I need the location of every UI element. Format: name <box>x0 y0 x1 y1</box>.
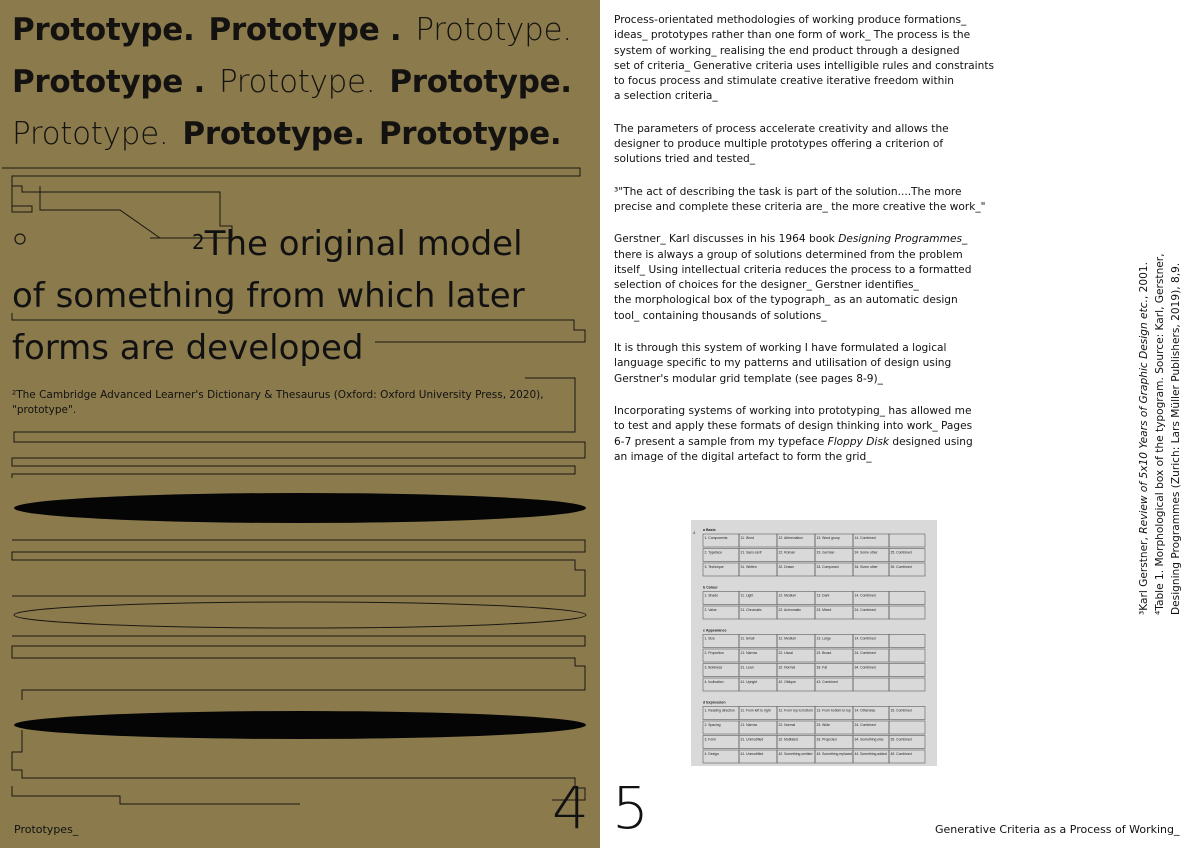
table-cell-text: 12. Medium <box>778 593 797 598</box>
table-cell <box>889 606 925 619</box>
table-cell-text: 13. Large <box>816 636 831 641</box>
table-cell-text: 14. Combined <box>854 536 876 540</box>
text-line: ideas_ prototypes rather than one form of work_ The process is the <box>614 29 971 42</box>
table-cell-text: 34. Some other <box>854 565 878 569</box>
circuit-trace <box>12 540 585 596</box>
table-cell <box>889 664 925 677</box>
table-cell-text: 21. Sans-serif <box>740 550 762 555</box>
table-cell-text: 23. Broad <box>816 651 832 655</box>
table-cell-text: 24. Combined <box>854 651 876 655</box>
prototype-word: Prototype. <box>389 64 572 100</box>
table-cell-text: 12. Abbreviation <box>778 536 803 540</box>
book-title: Review of 5x10 Years of Graphic Design etc. <box>1138 299 1150 534</box>
prototype-word: Prototype. <box>12 116 169 152</box>
table-cell-text: 1. Shade <box>704 593 719 598</box>
table-section-label: a Basis <box>703 528 716 532</box>
table-cell-text: 14. Combined <box>854 636 876 641</box>
book-title: Designing Programmes_ <box>838 233 968 246</box>
table-cell-text: 23. German <box>816 550 835 555</box>
table-cell-text: 24. Combined <box>854 723 876 727</box>
table-cell-text: 35. Combined <box>890 737 912 742</box>
side-footnotes <box>1136 235 1184 615</box>
quote-paragraph <box>614 185 1019 216</box>
definition-text: The original model <box>204 224 523 264</box>
text-line: It is through this system of working I have formulated a logical <box>614 342 947 355</box>
table-cell-text: 2. Proportion <box>704 651 724 655</box>
table-cell-text: 33. Projected <box>816 737 837 742</box>
text-span: ³Karl Gerstner, <box>1138 533 1150 615</box>
table-cell-text: 11. From left to right <box>740 708 771 713</box>
morphological-box-table <box>691 520 937 766</box>
dictionary-footnote <box>12 388 587 418</box>
side-note-2: ⁴Table 1. Morphological box of the typogram. Source: Karl, Gerstner, <box>1154 253 1166 615</box>
table-cell-text: 13. Dark <box>816 593 830 598</box>
text-line: system of working_ realising the end product through a designed <box>614 44 960 57</box>
table-cell-text: 4. Inclination <box>704 680 724 684</box>
outline-ellipse <box>14 602 586 628</box>
table-cell-text: 22. Usual <box>778 651 793 655</box>
table-cell-text: 2. Value <box>704 608 717 612</box>
table-cell-text: 25. Combined <box>890 550 912 555</box>
text-span: 6-7 present a sample from my typeface <box>614 435 828 448</box>
table-cell-text: 3. Boldness <box>704 665 723 670</box>
table-cell-text: 32. Normal <box>778 665 796 670</box>
table-cell-text: 3. Technique <box>704 565 724 569</box>
prototype-word: Prototype. <box>378 116 562 152</box>
table-cell <box>889 534 925 547</box>
text-line: language specific to my patterns and utilisation of design using <box>614 357 952 370</box>
table-cell <box>889 592 925 605</box>
table-cell-text: 22. Normal <box>778 723 796 727</box>
text-line: precise and complete these criteria are_ the more creative the work_" <box>614 200 986 213</box>
right-folio: Generative Criteria as a Process of Working_ <box>935 823 1180 836</box>
table-cell-text: 35. Combined <box>890 565 912 569</box>
text-span: , 2001. <box>1138 262 1150 300</box>
text-span: designed using <box>888 435 973 448</box>
circuit-trace <box>12 730 585 800</box>
text-line: selection of choices for the designer_ Gerstner identifies_ <box>614 279 919 292</box>
table-cell-text: 31. Unmodified <box>740 737 764 742</box>
table-section-label: b Colour <box>703 585 718 590</box>
table-cell-text: 42. Something omitted <box>778 752 813 756</box>
definition-line <box>12 218 572 270</box>
table-cell-text: 32. Mutilated <box>778 737 798 742</box>
table-cell-text: 41. Unmodified <box>740 752 764 756</box>
text-line: the morphological box of the typograph_ as an automatic design <box>614 294 958 307</box>
table-cell-text: 2. Typeface <box>704 550 722 555</box>
text-line: an image of the digital artefact to form the grid_ <box>614 450 872 463</box>
left-folio: Prototypes_ <box>14 823 79 836</box>
table-cell-text: 21. Narrow <box>740 723 758 727</box>
definition-line: of something from which later <box>12 276 525 316</box>
table-cell-text: 32. Drawn <box>778 565 794 569</box>
prototype-word: Prototype. <box>415 12 572 48</box>
table-cell-text: 15. Combined <box>890 708 912 713</box>
table-section-label: d Expression <box>703 700 726 705</box>
text-line: The parameters of process accelerate creativity and allows the <box>614 122 949 135</box>
table-cell-text: 23. Wide <box>816 723 830 727</box>
footnote-marker: 2 <box>192 230 205 254</box>
black-ellipse <box>14 493 586 523</box>
table-cell-text: 1. Components <box>704 536 728 540</box>
paragraph-5 <box>614 341 1019 387</box>
text-line: to test and apply these formats of design thinking into work_ Pages <box>614 420 973 433</box>
paragraph-4 <box>614 232 1019 324</box>
text-line: there is always a group of solutions determined from the problem <box>614 248 963 261</box>
table-cell-text: 22. Roman <box>778 550 796 555</box>
table-cell-text: 24. Some other <box>854 550 878 555</box>
prototype-word: Prototype . <box>12 64 205 100</box>
table-cell-text: 43. Something replaced <box>816 752 853 756</box>
table-cell-text: 3. Form <box>704 737 717 742</box>
paragraph-1 <box>614 13 1019 105</box>
text-line <box>614 232 1019 247</box>
table-cell-text: 14. Combined <box>854 593 876 598</box>
text-line: designer to produce multiple prototypes offering a criterion of <box>614 138 944 151</box>
table-cell <box>889 649 925 662</box>
text-line: Incorporating systems of working into prototyping_ has allowed me <box>614 404 972 417</box>
table-cell-text: 41. Upright <box>740 680 758 684</box>
text-line: a selection criteria_ <box>614 90 718 103</box>
paragraph-6 <box>614 404 1019 465</box>
paragraph-2 <box>614 122 1019 168</box>
side-note-3: Designing Programmes (Zurich: Lars Müller Publishers, 2019), 8,9. <box>1170 262 1182 615</box>
table-cell-text: 24. Combined <box>854 608 876 612</box>
text-line: to focus process and stimulate creative iterative freedom within <box>614 75 954 88</box>
table-cell-text: 14. Otherwise <box>854 708 876 713</box>
text-line: tool_ containing thousands of solutions_ <box>614 309 827 322</box>
table-cell-text: 13. Word group <box>816 536 840 540</box>
table-cell <box>889 721 925 734</box>
right-page-number: 5 <box>612 774 649 842</box>
side-note-1 <box>1136 235 1152 615</box>
footnote-line: ²The Cambridge Advanced Learner's Dictionary & Thesaurus (Oxford: Oxford University Press, 2020), <box>12 389 544 401</box>
prototype-word: Prototype . <box>208 12 402 48</box>
text-line: ³"The act of describing the task is part of the solution....The more <box>614 185 962 198</box>
black-ellipse <box>14 711 586 739</box>
table-cell-text: 33. Fat <box>816 665 828 670</box>
definition-block <box>12 218 572 374</box>
text-span: Gerstner_ Karl discusses in his 1964 book <box>614 233 839 246</box>
circuit-trace <box>12 636 585 700</box>
table-cell <box>853 678 889 691</box>
morphological-box-image <box>691 520 937 766</box>
table-cell-text: 21. Chromatic <box>740 608 762 612</box>
table-cell-text: 12. From top to bottom <box>778 708 813 713</box>
table-cell-text: 34. Combined <box>854 665 876 670</box>
table-cell-text: 2. Spacing <box>704 723 721 727</box>
circuit-trace <box>12 786 300 804</box>
table-cell-text: 12. Medium <box>778 636 797 641</box>
table-cell-text: 45. Combined <box>890 752 912 756</box>
text-line: itself_ Using intellectual criteria reduces the process to a formatted <box>614 263 972 276</box>
table-cell <box>889 635 925 648</box>
typeface-name: Floppy Disk <box>827 435 889 448</box>
text-line: Gerstner's modular grid template (see pages 8-9)_ <box>614 372 883 385</box>
table-section-label: c Appearance <box>703 628 727 633</box>
table-cell-text: 33. Composed <box>816 565 839 569</box>
table-cell-text: 34. Something else <box>854 737 884 742</box>
table-cell-text: 11. Small <box>740 636 755 641</box>
table-cell-text: 11. Light <box>740 593 754 598</box>
table-cell-text: 13. From bottom to top <box>816 708 851 713</box>
left-page-number: 4 <box>552 774 589 842</box>
text-line: set of criteria_ Generative criteria uses intelligible rules and constraints <box>614 59 994 72</box>
table-cell-text: 1. Reading direction <box>704 708 735 713</box>
table-cell-text: 4. Design <box>704 752 719 756</box>
table-cell-text: 44. Something added <box>854 752 887 756</box>
table-cell-text: 11. Word <box>740 536 754 540</box>
table-cell-text: 21. Narrow <box>740 651 758 655</box>
table-cell-text: 31. Written <box>740 565 757 569</box>
table-cell-text: 43. Combined <box>816 680 838 684</box>
table-cell-text: 42. Oblique <box>778 680 796 684</box>
definition-line: forms are developed <box>12 328 364 368</box>
table-cell <box>889 678 925 691</box>
prototype-word: Prototype. <box>12 12 195 48</box>
table-cell-text: 31. Lean <box>740 665 754 670</box>
prototype-word: Prototype. <box>182 116 365 152</box>
prototype-word: Prototype. <box>218 64 376 100</box>
footnote-line: "prototype". <box>12 404 77 416</box>
right-page <box>600 0 1200 848</box>
text-line: Process-orientated methodologies of working produce formations_ <box>614 14 967 26</box>
table-cell-text: 1. Size <box>704 636 715 641</box>
table-cell-text: 22. Achromatic <box>778 608 801 612</box>
body-text <box>614 13 1019 482</box>
table-cell-text: 23. Mixed <box>816 608 832 612</box>
table-marker: 4 <box>693 530 696 535</box>
text-line <box>614 435 1019 450</box>
text-line: solutions tried and tested_ <box>614 153 756 166</box>
